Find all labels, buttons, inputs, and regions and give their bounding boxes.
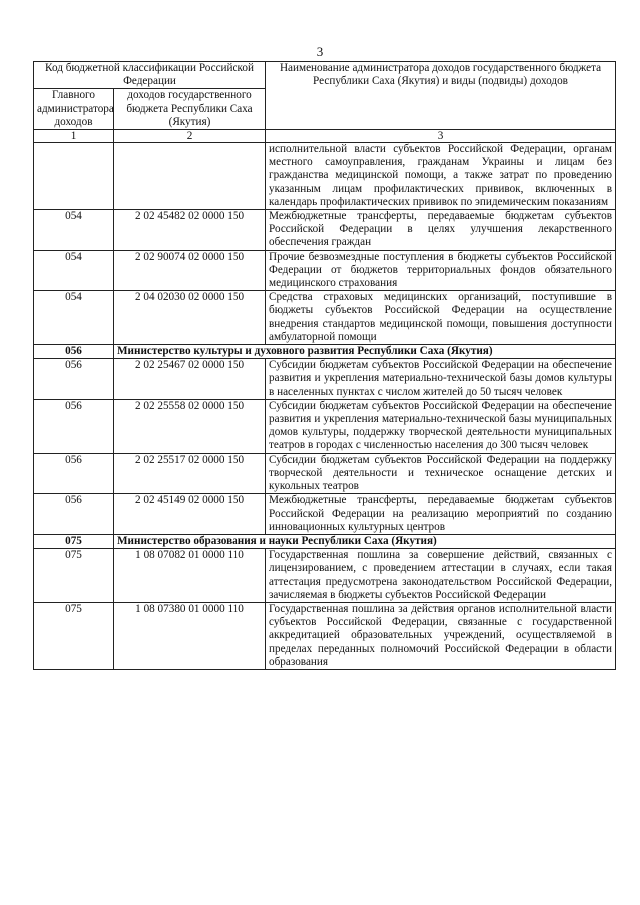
- section-admin-code: 075: [34, 534, 114, 548]
- table-row: [34, 453, 616, 494]
- column-number-1: 1: [34, 130, 114, 143]
- income-name-cell: Межбюджетные трансферты, передаваемые бюджетам субъектов Российской Федерации в целях улучшения лекарственного обеспечения граждан: [266, 210, 616, 251]
- section-row: [34, 345, 616, 359]
- table-row: [34, 399, 616, 453]
- income-code-cell: 1 08 07380 01 0000 110: [114, 602, 266, 669]
- table-row: [34, 494, 616, 535]
- section-title: Министерство образования и науки Республики Саха (Якутия): [114, 534, 616, 548]
- table-row: [34, 250, 616, 291]
- admin-code-cell: 056: [34, 359, 114, 400]
- name-column-header: Наименование администратора доходов государственного бюджета Республики Саха (Якутия) и виды (подвиды) доходов: [266, 62, 616, 130]
- income-column-header: доходов государственного бюджета Республики Саха (Якутия): [114, 89, 266, 130]
- admin-code-cell: [34, 143, 114, 210]
- income-code-cell: 2 02 25558 02 0000 150: [114, 399, 266, 453]
- income-code-cell: [114, 143, 266, 210]
- income-name-cell: Государственная пошлина за совершение действий, связанных с лицензированием, с проведением аттестации в случаях, если такая аттестация предусмотрена законодательством Российской Федерации, зачисляемая в бюджеты субъектов Российской Федерации: [266, 549, 616, 603]
- table-row: [34, 602, 616, 669]
- admin-code-cell: 054: [34, 291, 114, 345]
- income-code-cell: 2 02 45482 02 0000 150: [114, 210, 266, 251]
- income-name-cell: Межбюджетные трансферты, передаваемые бюджетам субъектов Российской Федерации на реализацию мероприятий по созданию инновационных культурных центров: [266, 494, 616, 535]
- admin-code-cell: 075: [34, 602, 114, 669]
- admin-code-cell: 056: [34, 399, 114, 453]
- admin-code-cell: 075: [34, 549, 114, 603]
- admin-column-header: Главного администратора доходов: [34, 89, 114, 130]
- section-admin-code: 056: [34, 345, 114, 359]
- table-row: [34, 359, 616, 400]
- income-code-cell: 2 02 25517 02 0000 150: [114, 453, 266, 494]
- income-code-cell: 2 04 02030 02 0000 150: [114, 291, 266, 345]
- admin-code-cell: 056: [34, 494, 114, 535]
- income-code-cell: 2 02 90074 02 0000 150: [114, 250, 266, 291]
- income-name-cell: Субсидии бюджетам субъектов Российской Федерации на обеспечение развития и укрепления материально-технической базы муниципальных домов культуры, поддержку творческой деятельности муниципальных театров в городах с численностью населения до 300 тысяч человек: [266, 399, 616, 453]
- income-name-cell: исполнительной власти субъектов Российской Федерации, органам местного самоуправления, гражданам Украины и лицам без гражданства медицинской помощи, а также затрат по проведению указанным лицам профилактических прививок, включенных в календарь профилактических прививок по эпидемическим показаниям: [266, 143, 616, 210]
- table-row: [34, 143, 616, 210]
- header-row-group: [34, 62, 616, 89]
- table-row: [34, 549, 616, 603]
- table-row: [34, 291, 616, 345]
- section-row: [34, 534, 616, 548]
- column-number-2: 2: [114, 130, 266, 143]
- admin-code-cell: 054: [34, 250, 114, 291]
- page-number: 3: [316, 44, 324, 59]
- budget-classification-table: [33, 61, 616, 670]
- admin-code-cell: 054: [34, 210, 114, 251]
- column-number-row: [34, 130, 616, 143]
- income-name-cell: Прочие безвозмездные поступления в бюджеты субъектов Российской Федерации от бюджетов территориальных фондов обязательного медицинского страхования: [266, 250, 616, 291]
- income-code-cell: 2 02 25467 02 0000 150: [114, 359, 266, 400]
- income-code-cell: 1 08 07082 01 0000 110: [114, 549, 266, 603]
- column-number-3: 3: [266, 130, 616, 143]
- kbk-group-header: Код бюджетной классификации Российской Федерации: [34, 62, 266, 89]
- admin-code-cell: 056: [34, 453, 114, 494]
- income-name-cell: Субсидии бюджетам субъектов Российской Федерации на обеспечение развития и укрепления материально-технической базы домов культуры в населенных пунктах с числом жителей до 50 тысяч человек: [266, 359, 616, 400]
- section-title: Министерство культуры и духовного развития Республики Саха (Якутия): [114, 345, 616, 359]
- income-name-cell: Субсидии бюджетам субъектов Российской Федерации на поддержку творческой деятельности и техническое оснащение детских и кукольных театров: [266, 453, 616, 494]
- income-code-cell: 2 02 45149 02 0000 150: [114, 494, 266, 535]
- table-row: [34, 210, 616, 251]
- income-name-cell: Средства страховых медицинских организаций, поступившие в бюджеты субъектов Российской Федерации на осуществление внедрения стандартов медицинской помощи, повышения доступности амбулаторной помощи: [266, 291, 616, 345]
- income-name-cell: Государственная пошлина за действия органов исполнительной власти субъектов Российской Федерации, связанные с государственной аккредитацией образовательных учреждений, осуществляемой в пределах переданных полномочий Российской Федерации в области образования: [266, 602, 616, 669]
- table-body: [34, 143, 616, 670]
